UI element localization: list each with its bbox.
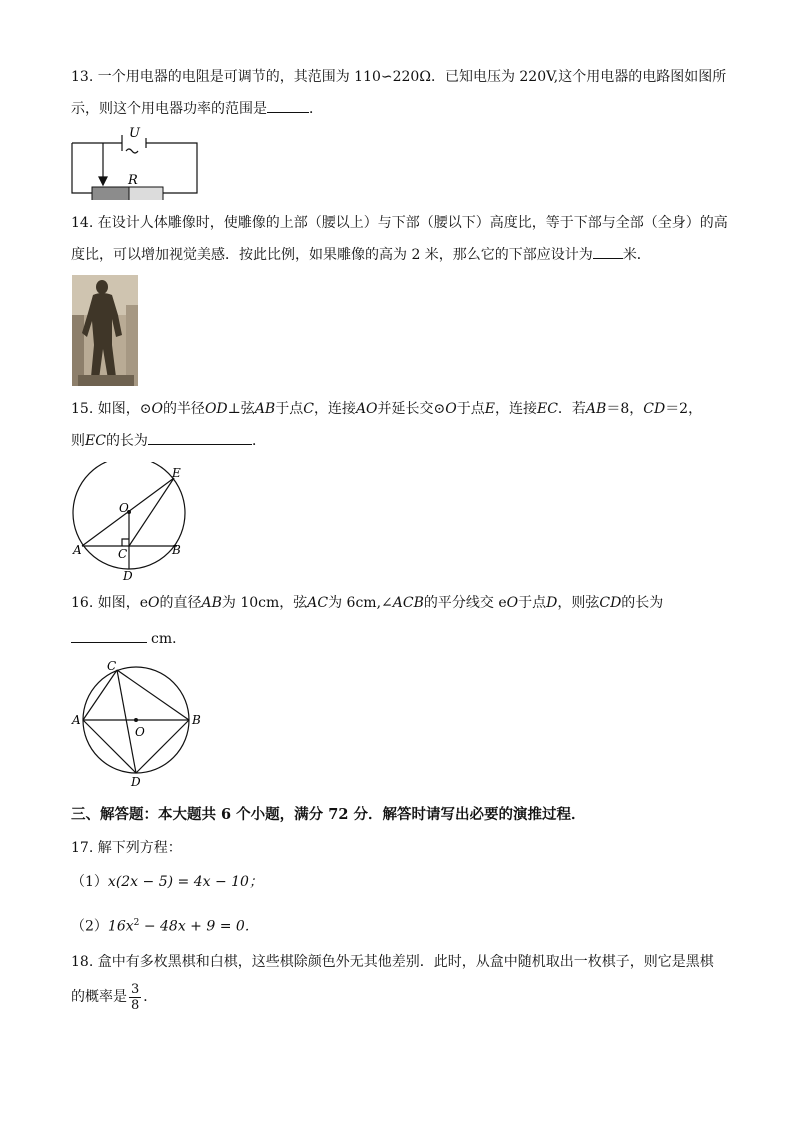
q17-p1-label: （1） [71,874,108,890]
voltage-label: U [129,126,140,141]
q18-frac-den: 8 [131,997,140,1013]
q15-t4: OD [204,401,228,417]
label-o: O [135,725,145,739]
q17-part2 [71,913,259,937]
chord-ac [83,670,117,720]
q15-end: ． [251,433,266,449]
q18-fraction [129,982,141,1013]
label-e: E [172,466,181,480]
q15-t13: 于点 [456,401,485,417]
label-a: A [72,713,81,727]
section-3-heading: 三、解答题：本大题共 6 个小题，满分 72 分．解答时请写出必要的演推过程． [71,806,586,823]
q15-t21: ＝2， [665,401,703,417]
q16-t11: 于点 [518,595,547,611]
label-a: A [73,543,82,557]
q16-answer-blank[interactable] [71,628,147,643]
q16-line1 [71,593,663,613]
q16-t2: O [148,595,160,611]
q15-t14: E [484,401,495,417]
q15-t17: ．若 [557,401,586,417]
q15-t15: ，连接 [494,401,537,417]
q18-text: 的概率是 [71,989,127,1005]
q15-t12: O [445,401,457,417]
q17-p2-expr-a: 16x [107,918,134,935]
q15-t2: O [151,401,163,417]
q18-line2 [71,980,157,1014]
label-c: C [118,547,128,561]
line-ec [129,478,174,546]
q16-t14: CD [599,595,622,611]
chord-cb [117,670,189,720]
q16-t4: AB [201,595,222,611]
q16-t15: 的长为 [621,595,664,611]
q15-t7: 于点 [275,401,304,417]
q16-t8: ACB [392,595,424,611]
statue-photo [72,275,138,386]
q15-t11: 并延长交⊙ [377,401,446,417]
q15-t5: ⊥弦 [227,401,255,417]
q15-t8: C [303,401,314,417]
q16-unit: cm． [151,631,187,647]
q15-t16: EC [536,401,558,417]
q15-t18: AB [585,401,607,417]
q14-answer-blank[interactable] [593,244,623,259]
resistor-light-part [129,187,163,200]
q15-t9: ，连接 [313,401,356,417]
q17-p1-expr: x(2x − 5) = 4x − 10； [107,874,263,890]
label-b: B [192,713,201,727]
q17-part1 [71,872,263,892]
label-d: D [123,569,133,583]
q15-l2-t1: 则 [71,433,85,449]
q15-t1: 15. 如图，⊙ [71,401,152,417]
q16-line2 [71,628,186,649]
q13-line2 [71,98,323,119]
q15-t19: ＝8， [606,401,644,417]
label-b: B [172,543,181,557]
q16-t9: 的平分线交 e [423,595,507,611]
q17-p2-sup: 2 [133,918,140,928]
q18-end: ． [143,989,158,1005]
q16-t12: D [546,595,558,611]
q15-t6: AB [254,401,276,417]
q16-t10: O [506,595,519,611]
q15-t3: 的半径 [162,401,205,417]
circuit-diagram [66,125,206,200]
q16-circle-figure [70,660,210,790]
q16-t3: 的直径 [159,595,202,611]
q16-t13: ，则弦 [557,595,600,611]
q15-line2 [71,430,266,451]
q16-t7: 为 6cm,∠ [328,595,393,611]
q18-frac-num: 3 [131,981,140,997]
label-d: D [131,775,141,789]
q16-t6: AC [307,595,329,611]
q14-end: 米． [622,247,651,263]
q14-text: 度比，可以增加视觉美感．按此比例，如果雕像的高为 2 米，那么它的下部应设计为 [71,247,593,263]
q13-line1: 13. 一个用电器的电阻是可调节的，其范围为 110∽220Ω．已知电压为 220V,这个用电器的电路图如图所 [71,69,727,85]
q15-line1 [71,399,702,419]
q18-line1: 18. 盒中有多枚黑棋和白棋，这些棋除颜色外无其他差别．此时，从盒中随机取出一枚棋子，则它是黑棋 [71,954,714,970]
label-c: C [107,660,117,673]
q16-t5: 为 10cm，弦 [221,595,308,611]
q13-text: 示，则这个用电器功率的范围是 [71,101,267,117]
right-angle-mark [122,539,129,546]
q17-p2-expr-b: − 48x + 9 = 0． [139,918,259,935]
resistor-label: R [128,173,138,188]
resistor-dark-part [92,187,129,200]
q15-t10: AO [355,401,378,417]
q13-end: ． [309,101,323,117]
q14-line1: 14. 在设计人体雕像时，使雕像的上部（腰以上）与下部（腰以下）高度比，等于下部与全部（全身）的高 [71,215,728,231]
q15-t20: CD [643,401,666,417]
q15-answer-blank[interactable] [148,430,252,445]
q16-t1: 16. 如图，e [71,595,148,611]
q14-line2 [71,244,651,265]
label-o: O [119,501,129,515]
q17-title: 17. 解下列方程： [71,840,182,856]
q17-p2-label: （2） [71,918,108,935]
q13-answer-blank[interactable] [267,98,309,113]
q15-l2-t3: 的长为 [105,433,148,449]
q15-circle-figure [66,462,196,584]
q15-l2-t2: EC [85,433,106,449]
